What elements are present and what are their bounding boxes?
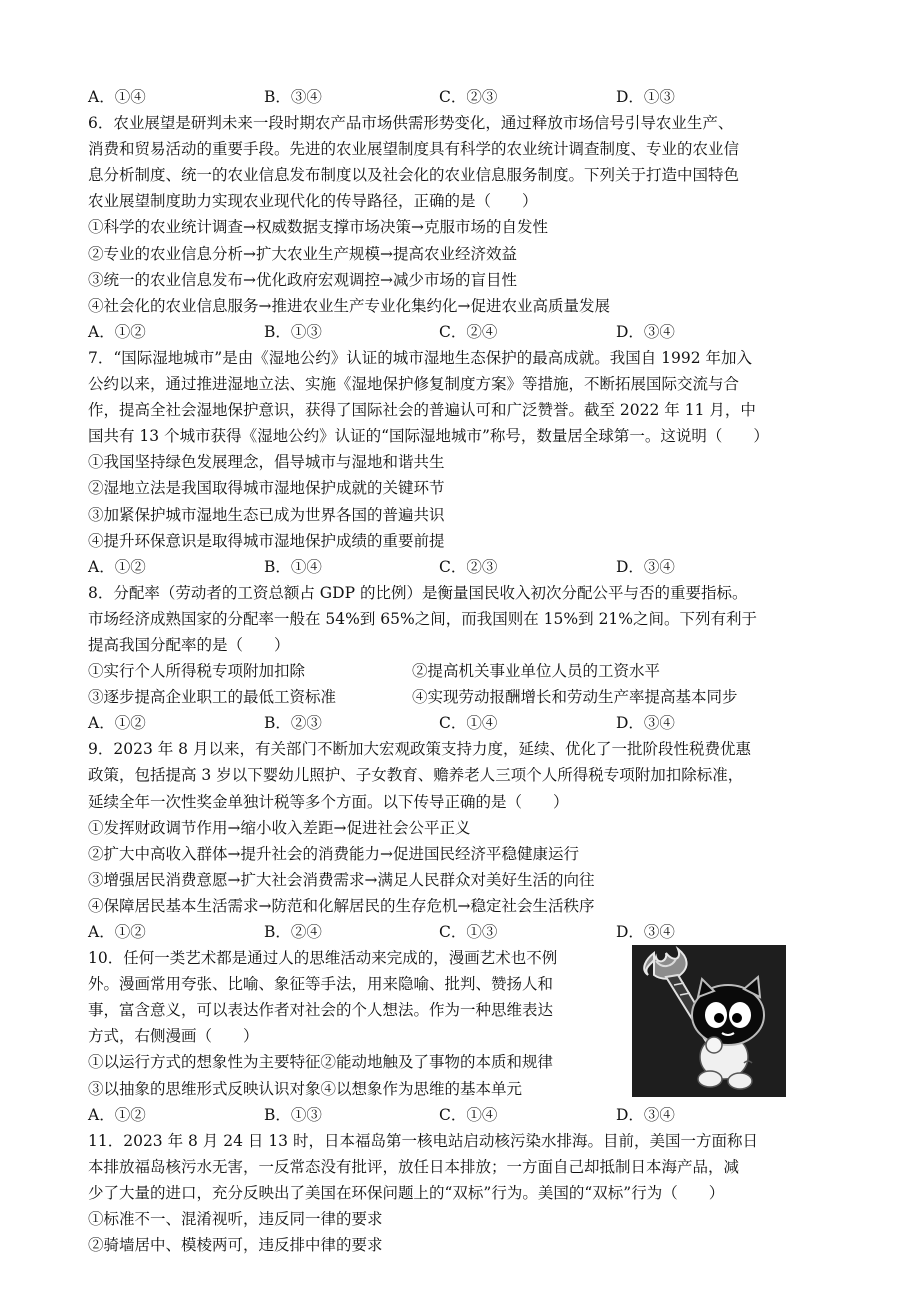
cartoon-image	[632, 945, 786, 1097]
q6-item: ④社会化的农业信息服务→推进农业生产专业化集约化→促进农业高质量发展	[88, 296, 610, 315]
q10-stem-line: 外。漫画常用夸张、比喻、象征等手法，用来隐喻、批判、赞扬人和	[88, 975, 554, 994]
option-c: C．②③	[439, 557, 498, 576]
q6-stem-line: 农业展望制度助力实现农业现代化的传导路径，正确的是（ ）	[88, 192, 538, 211]
q7-item: ③加紧保护城市湿地生态已成为世界各国的普遍共识	[88, 505, 445, 524]
q10-item: ①以运行方式的想象性为主要特征②能动地触及了事物的本质和规律	[88, 1053, 554, 1072]
q9-item: ①发挥财政调节作用→缩小收入差距→促进社会公平正义	[88, 818, 471, 837]
q6-item: ①科学的农业统计调查→权威数据支撑市场决策→克服市场的自发性	[88, 218, 548, 237]
q8-items-row	[88, 658, 800, 684]
exam-page	[88, 84, 800, 1258]
option-d: D．③④	[616, 557, 675, 576]
q7-stem-line: 国共有 13 个城市获得《湿地公约》认证的“国际湿地城市”称号，数量居全球第一。这说明（ ）	[88, 427, 769, 446]
option-a: A．①②	[88, 322, 146, 341]
option-d: D．③④	[616, 714, 675, 733]
q7-stem-line: 公约以来，通过推进湿地立法、实施《湿地保护修复制度方案》等措施，不断拓展国际交流与合	[88, 375, 740, 394]
option-c: C．②③	[439, 88, 498, 106]
option-b: B．①③	[264, 1105, 322, 1124]
option-d: D．①③	[616, 88, 675, 106]
q8-items-row	[88, 684, 800, 710]
q10-stem-line: 事，富含意义，可以表达作者对社会的个人想法。作为一种思维表达	[88, 1001, 554, 1020]
option-a: A．①④	[88, 88, 146, 106]
q8-stem-line: 提高我国分配率的是（ ）	[88, 635, 290, 654]
q9-stem-line: 延续全年一次性奖金单独计税等多个方面。以下传导正确的是（ ）	[88, 792, 569, 811]
q9-item: ③增强居民消费意愿→扩大社会消费需求→满足人民群众对美好生活的向往	[88, 870, 595, 889]
q11-stem-line: 少了大量的进口，充分反映出了美国在环保问题上的“双标”行为。美国的“双标”行为（ ）	[88, 1183, 725, 1202]
q9-stem-line: 9．2023 年 8 月以来，有关部门不断加大宏观政策支持力度，延续、优化了一批阶段性税费优惠	[88, 740, 751, 759]
option-b: B．②④	[264, 923, 322, 941]
q7-item: ②湿地立法是我国取得城市湿地保护成就的关键环节	[88, 479, 445, 498]
option-a: A．①②	[88, 1105, 146, 1124]
q6-options	[88, 319, 800, 345]
q10-options	[88, 1102, 800, 1128]
q7-item: ④提升环保意识是取得城市湿地保护成绩的重要前提	[88, 531, 445, 550]
q11-stem-line: 11．2023 年 8 月 24 日 13 时，日本福岛第一核电站启动核污染水排海。目前，美国一方面称日	[88, 1131, 758, 1150]
question-7	[88, 345, 800, 580]
option-c: C．①④	[439, 714, 498, 733]
question-10	[88, 945, 800, 1128]
q6-item: ③统一的农业信息发布→优化政府宏观调控→减少市场的盲目性	[88, 270, 517, 289]
q11-stem-line: 本排放福岛核污水无害，一反常态没有批评，放任日本排放；一方面自己却抵制日本海产品，减	[88, 1157, 740, 1176]
question-8	[88, 580, 800, 737]
option-d: D．③④	[616, 322, 675, 341]
option-d: D．③④	[616, 1105, 675, 1124]
option-b: B．①④	[264, 557, 322, 576]
option-a: A．①②	[88, 557, 146, 576]
question-9	[88, 736, 800, 945]
option-d: D．③④	[616, 923, 675, 941]
q8-item: ③逐步提高企业职工的最低工资标准	[88, 688, 337, 707]
q5-options	[88, 84, 800, 110]
q7-options	[88, 554, 800, 580]
q10-stem-line: 10．任何一类艺术都是通过人的思维活动来完成的，漫画艺术也不例	[88, 949, 558, 968]
q11-item: ②骑墙居中、模棱两可，违反排中律的要求	[88, 1236, 383, 1255]
question-11	[88, 1128, 800, 1258]
q9-stem-line: 政策，包括提高 3 岁以下婴幼儿照护、子女教育、赡养老人三项个人所得税专项附加扣除标准，	[88, 766, 744, 785]
option-a: A．①②	[88, 923, 146, 941]
q6-stem-line: 消费和贸易活动的重要手段。先进的农业展望制度具有科学的农业统计调查制度、专业的农业信	[88, 140, 740, 159]
option-b: B．①③	[264, 322, 322, 341]
question-6	[88, 110, 800, 345]
q8-options	[88, 710, 800, 736]
q6-stem-line: 6．农业展望是研判未来一段时期农产品市场供需形势变化，通过释放市场信号引导农业生产、	[88, 114, 734, 133]
q10-item: ③以抽象的思维形式反映认识对象④以想象作为思维的基本单元	[88, 1079, 523, 1098]
q7-stem-line: 7．“国际湿地城市”是由《湿地公约》认证的城市湿地生态保护的最高成就。我国自 1992 年加入	[88, 348, 753, 367]
option-c: C．①④	[439, 1105, 498, 1124]
option-b: B．③④	[264, 88, 322, 106]
q10-stem-line: 方式，右侧漫画（ ）	[88, 1027, 259, 1046]
q9-item: ②扩大中高收入群体→提升社会的消费能力→促进国民经济平稳健康运行	[88, 844, 579, 863]
q8-stem-line: 8．分配率（劳动者的工资总额占 GDP 的比例）是衡量国民收入初次分配公平与否的重要指标。	[88, 583, 748, 602]
q7-item: ①我国坚持绿色发展理念，倡导城市与湿地和谐共生	[88, 453, 445, 472]
q8-item: ②提高机关事业单位人员的工资水平	[412, 662, 661, 681]
q8-stem-line: 市场经济成熟国家的分配率一般在 54%到 65%之间，而我国则在 15%到 21%之间。下列有利于	[88, 609, 758, 628]
q8-item: ①实行个人所得税专项附加扣除	[88, 662, 306, 681]
q7-stem-line: 作，提高全社会湿地保护意识，获得了国际社会的普遍认可和广泛赞誉。截至 2022 年 11 月，中	[88, 401, 756, 420]
q11-item: ①标准不一、混淆视听，违反同一律的要求	[88, 1210, 383, 1229]
option-b: B．②③	[264, 714, 322, 733]
q6-item: ②专业的农业信息分析→扩大农业生产规模→提高农业经济效益	[88, 244, 517, 263]
q9-options	[88, 919, 800, 945]
q8-item: ④实现劳动报酬增长和劳动生产率提高基本同步	[412, 688, 738, 707]
option-c: C．②④	[439, 322, 498, 341]
option-a: A．①②	[88, 714, 146, 733]
option-c: C．①③	[439, 923, 498, 941]
q9-item: ④保障居民基本生活需求→防范和化解居民的生存危机→稳定社会生活秩序	[88, 896, 595, 915]
q6-stem-line: 息分析制度、统一的农业信息发布制度以及社会化的农业信息服务制度。下列关于打造中国特色	[88, 166, 740, 185]
